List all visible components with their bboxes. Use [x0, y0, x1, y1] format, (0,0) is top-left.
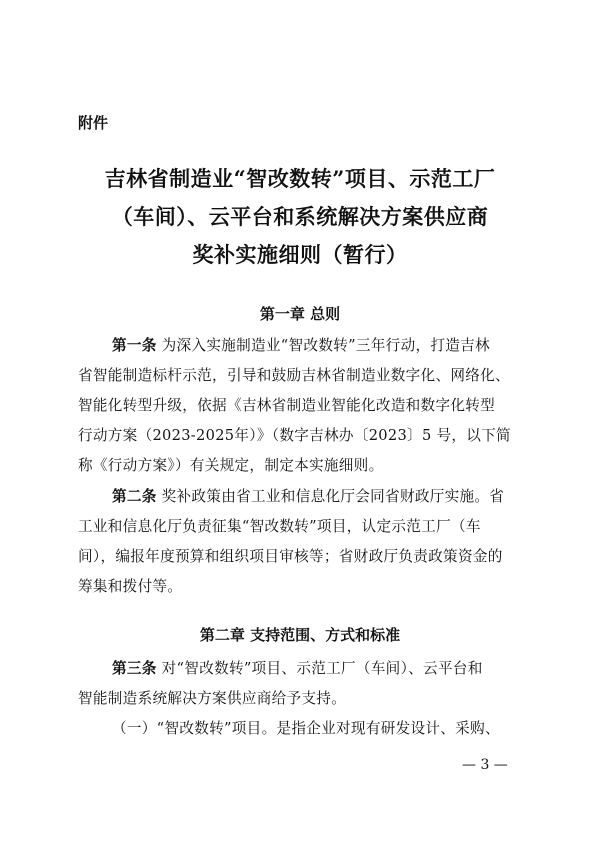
article-2-text: 奖补政策由省工业和信息化厅会同省财政厅实施。省: [161, 488, 505, 505]
article-3-lead: 第三条: [112, 660, 157, 677]
item-1-line: （一）“智改数转”项目。是指企业对现有研发设计、采购、: [112, 720, 500, 737]
article-2-lead: 第二条: [112, 488, 157, 505]
article-2-line-1: [112, 485, 504, 506]
article-2-line-3: 间），编报年度预算和组织项目审核等；省财政厅负责政策资金的: [78, 548, 503, 565]
article-3-line-1: [112, 657, 483, 678]
article-1-line-5: 称《行动方案》）有关规定，制定本实施细则。: [78, 457, 384, 474]
article-1-text: 为深入实施制造业“智改数转”三年行动，打造吉林: [161, 337, 490, 354]
article-1-line-2: 省智能制造标杆示范，引导和鼓励吉林省制造业数字化、网络化、: [78, 367, 510, 384]
document-title-line-3: 奖补实施细则（暂行）: [192, 242, 408, 267]
article-2-line-2: 工业和信息化厅负责征集“智改数转”项目，认定示范工厂（车: [78, 518, 481, 535]
article-1-line-1: [112, 334, 490, 355]
attachment-label: 附件: [78, 114, 109, 132]
document-title-line-2: （车间）、云平台和系统解决方案供应商: [111, 204, 489, 229]
article-3-text: 对“智改数转”项目、示范工厂（车间）、云平台和: [161, 660, 483, 677]
page-number: — 3 —: [462, 757, 508, 773]
document-title-line-1: 吉林省制造业“智改数转”项目、示范工厂: [104, 166, 496, 191]
article-1-line-3: 智能化转型升级，依据《吉林省制造业智能化改造和数字化转型: [78, 397, 496, 414]
article-3-line-2: 智能制造系统解决方案供应商给予支持。: [78, 690, 347, 707]
chapter-2-heading: 第二章 支持范围、方式和标准: [199, 626, 401, 644]
article-1-line-4: 行动方案（2023-2025年）》（数字吉林办〔2023〕5 号，以下简: [78, 427, 511, 444]
chapter-1-heading: 第一章 总则: [259, 305, 341, 323]
article-2-line-4: 筹集和拨付等。: [78, 578, 183, 595]
article-1-lead: 第一条: [112, 337, 157, 354]
